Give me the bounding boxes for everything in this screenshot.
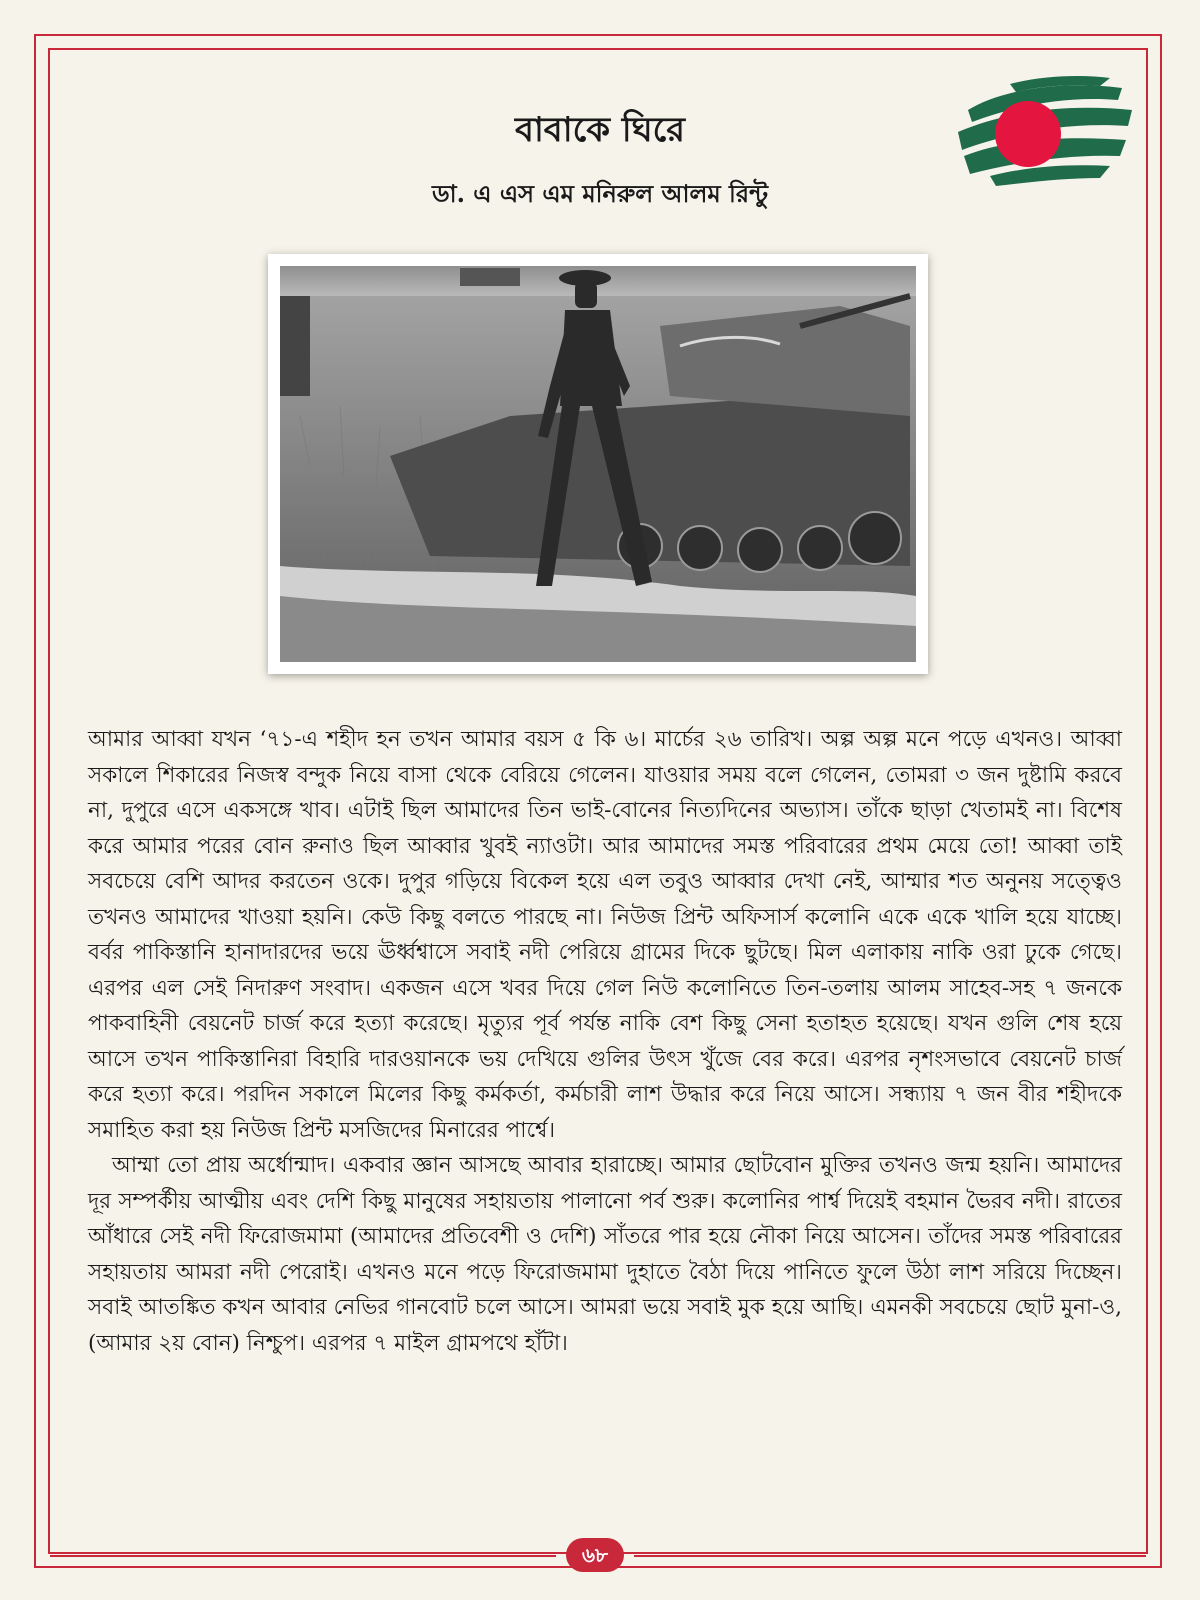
- war-photo-image: [280, 266, 916, 662]
- article-body: [88, 722, 1122, 1361]
- page-number-badge: ৬৮: [566, 1538, 624, 1572]
- article-title: বাবাকে ঘিরে: [515, 110, 685, 150]
- paragraph: আমার আব্বা যখন ‘৭১-এ শহীদ হন তখন আমার বয়স ৫ কি ৬। মার্চের ২৬ তারিখ। অল্প অল্প মনে পড়ে এখনও। আব্বা সকালে শিকারের নিজস্ব বন্দুক নিয়ে বাসা থেকে বেরিয়ে গেলেন। যাওয়ার সময় বলে গেলেন, তোমরা ৩ জন দুষ্টামি করবে না, দুপুরে এসে একসঙ্গে খাব। এটাই ছিল আমাদের তিন ভাই-বোনের নিত্যদিনের অভ্যাস। তাঁকে ছাড়া খেতামই না। বিশেষ করে আমার পরের বোন রুনাও ছিল আব্বার খুবই ন্যাওটা। আর আমাদের সমস্ত পরিবারের প্রথম মেয়ে তো! আব্বা তাই সবচেয়ে বেশি আদর করতেন ওকে। দুপুর গড়িয়ে বিকেল হয়ে এল তবুও আব্বার দেখা নেই, আম্মার শত অনুনয় সত্ত্বেও তখনও আমাদের খাওয়া হয়নি। কেউ কিছু বলতে পারছে না। নিউজ প্রিন্ট অফিসার্স কলোনি একে একে খালি হয়ে যাচ্ছে। বর্বর পাকিস্তানি হানাদারদের ভয়ে ঊর্ধ্বশ্বাসে সবাই নদী পেরিয়ে গ্রামের দিকে ছুটছে। মিল এলাকায় নাকি ওরা ঢুকে গেছে। এরপর এল সেই নিদারুণ সংবাদ। একজন এসে খবর দিয়ে গেল নিউ কলোনিতে তিন-তলায় আলম সাহেব-সহ ৭ জনকে পাকবাহিনী বেয়নেট চার্জ করে হত্যা করেছে। মৃত্যুর পূর্ব পর্যন্ত নাকি বেশ কিছু সেনা হতাহত হয়েছে। যখন গুলি শেষ হয়ে আসে তখন পাকিস্তানিরা বিহারি দারওয়ানকে ভয় দেখিয়ে গুলির উৎস খুঁজে বের করে। এরপর নৃশংসভাবে বেয়নেট চার্জ করে হত্যা করে। পরদিন সকালে মিলের কিছু কর্মকর্তা, কর্মচারী লাশ উদ্ধার করে নিয়ে আসে। সন্ধ্যায় ৭ জন বীর শহীদকে সমাহিত করা হয় নিউজ প্রিন্ট মসজিদের মিনারের পার্শ্বে।: [88, 727, 1122, 1143]
- footer-line-left: [50, 1555, 556, 1557]
- photo-frame: [268, 254, 928, 674]
- footer-line-right: [634, 1555, 1146, 1557]
- article-author: ডা. এ এস এম মনিরুল আলম রিন্টু: [431, 179, 769, 208]
- paragraph: আম্মা তো প্রায় অর্ধোন্মাদ। একবার জ্ঞান আসছে আবার হারাচ্ছে। আমার ছোটবোন মুক্তির তখনও জন্ম হয়নি। আমাদের দূর সম্পর্কীয় আত্মীয় এবং দেশি কিছু মানুষের সহায়তায় পালানো পর্ব শুরু। কলোনির পার্শ্ব দিয়েই বহমান ভৈরব নদী। রাতের আঁধারে সেই নদী ফিরোজমামা (আমাদের প্রতিবেশী ও দেশি) সাঁতরে পার হয়ে নৌকা নিয়ে আসেন। তাঁদের সমস্ত পরিবারের সহায়তায় আমরা নদী পেরোই। এখনও মনে পড়ে ফিরোজমামা দুহাতে বৈঠা দিয়ে পানিতে ফুলে উঠা লাশ সরিয়ে দিচ্ছেন। সবাই আতঙ্কিত কখন আবার নেভির গানবোট চলে আসে। আমরা ভয়ে সবাই মুক হয়ে আছি। এমনকী সবচেয়ে ছোট মুনা-ও, (আমার ২য় বোন) নিশ্চুপ। এরপর ৭ মাইল গ্রামপথে হাঁটা।: [88, 1153, 1122, 1356]
